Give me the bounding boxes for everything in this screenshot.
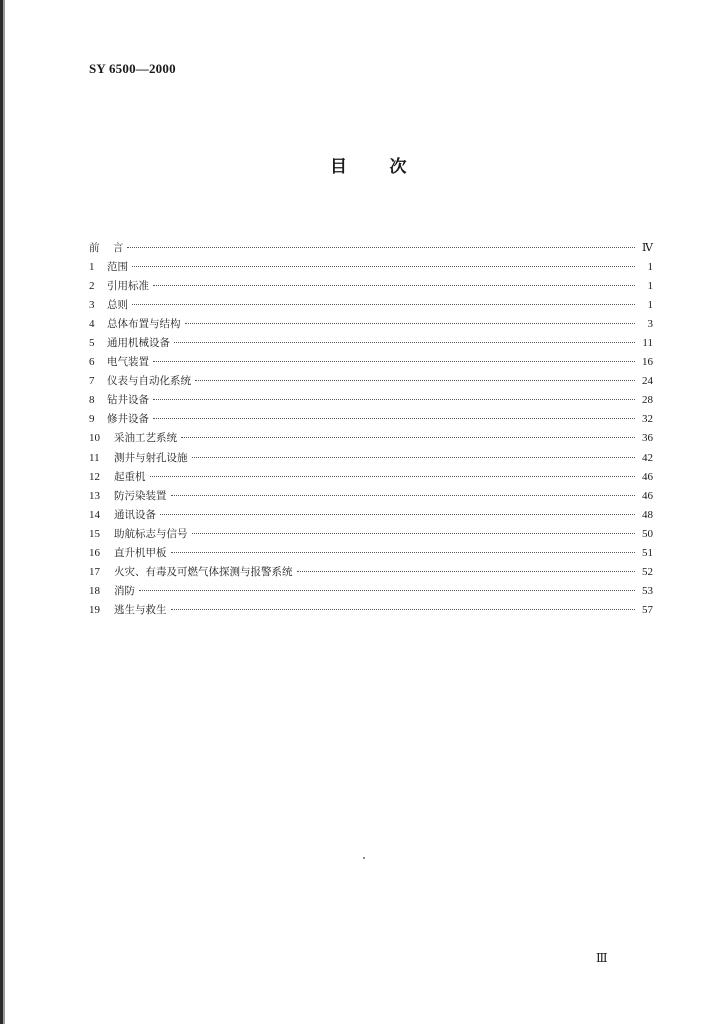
toc-leader-dots <box>160 513 635 515</box>
toc-entry-number: 12 <box>89 470 100 483</box>
toc-entry-label: 修井设备 <box>107 413 149 426</box>
toc-entry-page: 42 <box>642 451 653 464</box>
scan-edge-highlight <box>3 0 5 1024</box>
toc-entry-label: 通用机械设备 <box>107 337 170 350</box>
toc-entry-label: 直升机甲板 <box>114 546 167 559</box>
toc-entry-label: 前 言 <box>89 242 124 254</box>
toc-leader-dots <box>153 284 635 286</box>
toc-entry-label: 测井与射孔设施 <box>114 451 188 464</box>
toc-entry-page: 57 <box>642 603 653 616</box>
toc-leader-dots <box>174 341 635 343</box>
toc-entry-number: 8 <box>89 394 95 407</box>
toc-entry-page: 50 <box>642 527 653 540</box>
toc-entry-page: 24 <box>642 375 653 388</box>
toc-entry-number: 2 <box>89 280 95 293</box>
toc-entry-label: 通讯设备 <box>114 508 156 521</box>
toc-leader-dots <box>127 246 635 248</box>
toc-leader-dots <box>132 303 635 305</box>
toc-entry-2[interactable] <box>89 277 653 296</box>
toc-entry-page: 46 <box>642 470 653 483</box>
toc-entry-page: 16 <box>642 356 653 369</box>
toc-entry-number: 19 <box>89 603 100 616</box>
toc-leader-dots <box>139 589 635 591</box>
toc-entry-7[interactable] <box>89 372 653 391</box>
toc-entry-number: 11 <box>89 451 100 464</box>
toc-entry-12[interactable] <box>89 468 653 487</box>
toc-entry-page: 51 <box>642 546 653 559</box>
toc-entry-number: 18 <box>89 584 100 597</box>
toc-leader-dots <box>192 532 636 534</box>
toc-entry-label: 电气装置 <box>107 356 149 369</box>
page-title: 目 次 <box>330 157 408 177</box>
toc-entry-label: 钻井设备 <box>107 394 149 407</box>
toc-leader-dots <box>181 436 635 438</box>
toc-entry-9[interactable] <box>89 410 653 429</box>
toc-entry-page: 28 <box>642 394 653 407</box>
toc-entry-number: 5 <box>89 337 95 350</box>
toc-entry-17[interactable] <box>89 563 653 582</box>
toc-entry-14[interactable] <box>89 506 653 525</box>
toc-leader-dots <box>153 398 635 400</box>
toc-entry-number: 14 <box>89 508 100 521</box>
toc-entry-1[interactable] <box>89 258 653 277</box>
toc-entry-number: 3 <box>89 299 95 312</box>
toc-entry-number: 17 <box>89 565 100 578</box>
toc-entry-8[interactable] <box>89 391 653 410</box>
toc-leader-dots <box>192 456 636 458</box>
toc-entry-page: 48 <box>642 508 653 521</box>
toc-entry-label: 防污染装置 <box>114 489 167 502</box>
toc-leader-dots <box>153 360 635 362</box>
toc-entry-label: 总体布置与结构 <box>107 318 181 331</box>
toc-entry-number: 15 <box>89 527 100 540</box>
toc-entry-page: 1 <box>647 299 653 312</box>
toc-entry-label: 引用标准 <box>107 280 149 293</box>
toc-entry-page: 46 <box>642 489 653 502</box>
toc-leader-dots <box>297 570 636 572</box>
page-number: Ⅲ <box>596 951 608 965</box>
toc-entry-number: 1 <box>89 261 95 274</box>
toc-entry-number: 13 <box>89 489 100 502</box>
toc-entry-3[interactable] <box>89 296 653 315</box>
toc-entry-13[interactable] <box>89 487 653 506</box>
toc-entry-number: 6 <box>89 356 95 369</box>
toc-entry-foreword[interactable] <box>89 239 653 258</box>
toc-entry-label: 采油工艺系统 <box>114 432 177 445</box>
toc-entry-11[interactable] <box>89 449 653 468</box>
toc-leader-dots <box>150 475 636 477</box>
toc-leader-dots <box>153 417 635 419</box>
toc-entry-label: 起重机 <box>114 470 146 483</box>
toc-leader-dots <box>195 379 635 381</box>
toc-entry-label: 总则 <box>107 299 128 312</box>
toc-leader-dots <box>132 265 635 267</box>
toc-entry-label: 消防 <box>114 584 135 597</box>
toc-entry-10[interactable] <box>89 429 653 448</box>
toc-entry-page: 32 <box>642 413 653 426</box>
toc-entry-number: 9 <box>89 413 95 426</box>
toc-entry-page: 53 <box>642 584 653 597</box>
toc-entry-5[interactable] <box>89 334 653 353</box>
toc-entry-15[interactable] <box>89 525 653 544</box>
table-of-contents <box>89 239 653 620</box>
toc-entry-number: 7 <box>89 375 95 388</box>
toc-entry-page: 36 <box>642 432 653 445</box>
toc-entry-number: 4 <box>89 318 95 331</box>
toc-entry-4[interactable] <box>89 315 653 334</box>
toc-entry-page: 1 <box>647 261 653 274</box>
toc-entry-page: Ⅳ <box>642 242 653 254</box>
toc-leader-dots <box>171 494 636 496</box>
toc-entry-label: 范围 <box>107 261 128 274</box>
toc-entry-page: 3 <box>647 318 653 331</box>
toc-entry-page: 52 <box>642 565 653 578</box>
toc-entry-label: 逃生与救生 <box>114 603 167 616</box>
toc-entry-page: 1 <box>647 280 653 293</box>
toc-entry-6[interactable] <box>89 353 653 372</box>
toc-entry-19[interactable] <box>89 601 653 620</box>
toc-leader-dots <box>171 608 636 610</box>
toc-leader-dots <box>171 551 636 553</box>
toc-entry-number: 10 <box>89 432 100 445</box>
toc-leader-dots <box>185 322 636 324</box>
toc-entry-label: 仪表与自动化系统 <box>107 375 191 388</box>
toc-entry-label: 火灾、有毒及可燃气体探测与报警系统 <box>114 565 293 578</box>
toc-entry-page: 11 <box>642 337 653 350</box>
toc-entry-label: 助航标志与信号 <box>114 527 188 540</box>
toc-entry-number: 16 <box>89 546 100 559</box>
toc-entry-18[interactable] <box>89 582 653 601</box>
standard-code: SY 6500—2000 <box>89 61 176 76</box>
toc-entry-16[interactable] <box>89 544 653 563</box>
scan-speck <box>363 857 365 859</box>
